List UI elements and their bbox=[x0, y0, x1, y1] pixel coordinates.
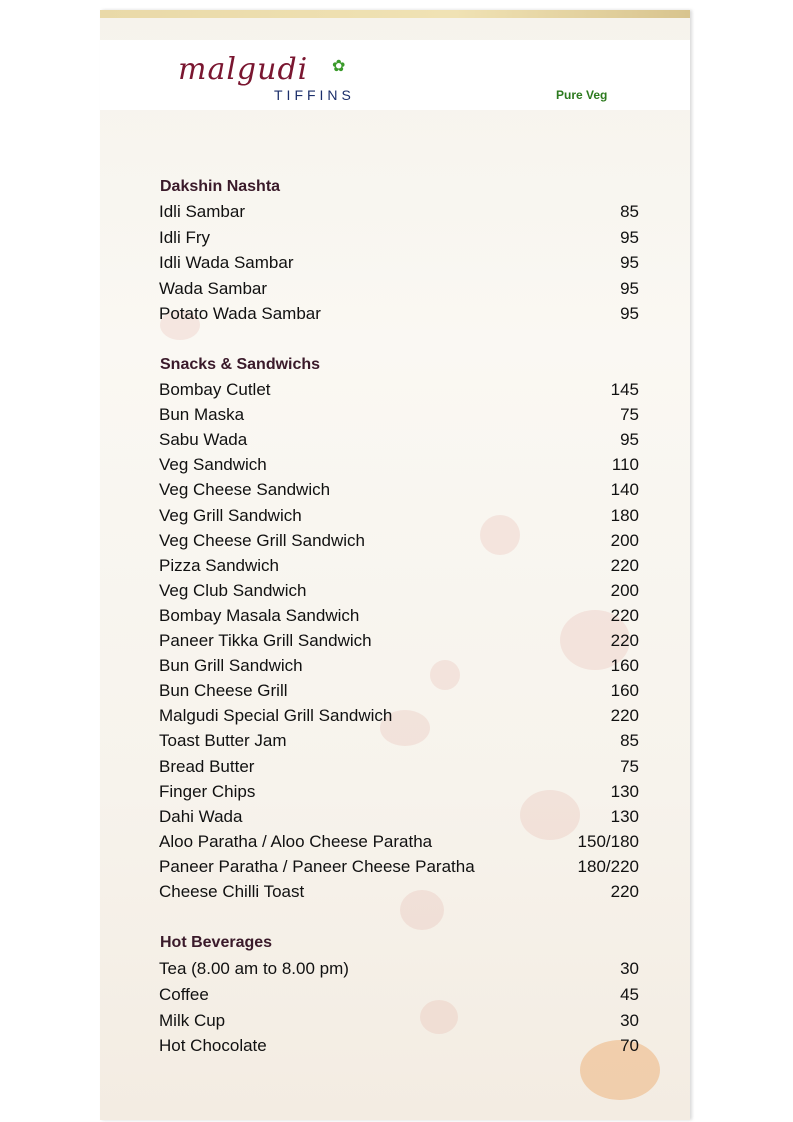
stain bbox=[430, 660, 460, 690]
menu-item-price: 200 bbox=[610, 580, 639, 600]
brand-logo bbox=[178, 52, 398, 102]
menu-item-name: Bun Cheese Grill bbox=[159, 681, 288, 701]
menu-item-price: 30 bbox=[620, 959, 639, 978]
menu-item-name: Veg Club Sandwich bbox=[159, 580, 307, 600]
menu-item-price: 45 bbox=[620, 984, 639, 1004]
menu-item-price: 30 bbox=[620, 1010, 639, 1030]
brand-script: malgudi bbox=[178, 52, 309, 87]
menu-item-price: 145 bbox=[610, 380, 639, 399]
menu-item-price: 85 bbox=[620, 202, 639, 221]
menu-item-price: 85 bbox=[620, 731, 639, 751]
stain bbox=[520, 790, 580, 840]
menu-item-name: Bread Butter bbox=[159, 756, 255, 776]
menu-item-price: 220 bbox=[610, 555, 639, 575]
menu-item-price: 110 bbox=[611, 455, 639, 475]
menu-item-name: Tea (8.00 am to 8.00 pm) bbox=[159, 959, 349, 978]
stain bbox=[400, 890, 444, 930]
menu-item-name: Veg Sandwich bbox=[159, 455, 267, 475]
menu-item-price: 220 bbox=[610, 605, 639, 625]
menu-item-price: 95 bbox=[620, 253, 639, 272]
menu-item-price: 130 bbox=[610, 781, 639, 801]
menu-item-name: Idli Wada Sambar bbox=[159, 253, 294, 272]
menu-item-price: 130 bbox=[610, 806, 639, 826]
menu-item-price: 95 bbox=[620, 430, 639, 450]
menu-item-price: 95 bbox=[620, 278, 639, 298]
menu-item-name: Idli Fry bbox=[159, 227, 210, 247]
menu-item-name: Toast Butter Jam bbox=[159, 731, 287, 751]
menu-item-name: Milk Cup bbox=[159, 1010, 226, 1030]
menu-item-name: Veg Grill Sandwich bbox=[159, 505, 302, 525]
menu-item-name: Coffee bbox=[159, 984, 209, 1004]
menu-item-price: 220 bbox=[610, 631, 639, 650]
menu-item-price: 140 bbox=[610, 480, 639, 500]
menu-item-name: Bombay Masala Sandwich bbox=[159, 605, 360, 625]
menu-header bbox=[100, 40, 690, 110]
menu-item-name: Paneer Tikka Grill Sandwich bbox=[159, 631, 372, 650]
menu-item-price: 200 bbox=[610, 530, 639, 550]
menu-item-name: Potato Wada Sambar bbox=[159, 304, 321, 323]
menu-item-price: 75 bbox=[620, 756, 639, 776]
menu-item-name: Aloo Paratha / Aloo Cheese Paratha bbox=[159, 831, 433, 851]
menu-item-price: 180/220 bbox=[577, 856, 639, 876]
menu-page bbox=[100, 10, 690, 1120]
menu-item-name: Idli Sambar bbox=[159, 202, 245, 221]
menu-item-price: 70 bbox=[620, 1036, 639, 1056]
menu-item-name: Pizza Sandwich bbox=[159, 555, 280, 575]
section-title: Dakshin Nashta bbox=[160, 178, 281, 195]
pure-veg-label: Pure Veg bbox=[556, 88, 608, 102]
menu-item-name: Bombay Cutlet bbox=[159, 380, 271, 399]
menu-item-price: 75 bbox=[620, 405, 639, 425]
menu-item-name: Veg Cheese Grill Sandwich bbox=[159, 530, 366, 550]
flower-icon: ✿ bbox=[332, 58, 346, 75]
menu-item-name: Dahi Wada bbox=[159, 806, 243, 826]
menu-item-price: 160 bbox=[610, 681, 639, 701]
menu-item-name: Wada Sambar bbox=[159, 278, 268, 298]
page-top-edge bbox=[100, 10, 690, 18]
menu-item-name: Malgudi Special Grill Sandwich bbox=[159, 706, 393, 726]
menu-item-name: Bun Maska bbox=[159, 405, 245, 425]
menu-item-name: Sabu Wada bbox=[159, 430, 248, 450]
stain bbox=[480, 515, 520, 555]
menu-item-name: Veg Cheese Sandwich bbox=[159, 480, 331, 500]
menu-item-price: 150/180 bbox=[577, 831, 639, 851]
menu-item-price: 180 bbox=[610, 505, 639, 525]
menu-item-price: 95 bbox=[620, 227, 639, 247]
menu-item-name: Bun Grill Sandwich bbox=[159, 656, 303, 676]
menu-item-name: Cheese Chilli Toast bbox=[159, 882, 305, 901]
menu-item-name: Hot Chocolate bbox=[159, 1036, 267, 1056]
menu-item-price: 95 bbox=[620, 304, 639, 323]
section-title: Snacks & Sandwichs bbox=[160, 356, 321, 373]
menu-item-name: Finger Chips bbox=[159, 781, 256, 801]
brand-subtitle: TIFFINS bbox=[274, 87, 355, 103]
menu-item-price: 220 bbox=[610, 882, 639, 901]
section-title: Hot Beverages bbox=[160, 934, 273, 951]
stain bbox=[420, 1000, 458, 1034]
menu-item-name: Paneer Paratha / Paneer Cheese Paratha bbox=[159, 856, 475, 876]
menu-item-price: 220 bbox=[610, 706, 639, 726]
menu-item-price: 160 bbox=[610, 656, 639, 676]
